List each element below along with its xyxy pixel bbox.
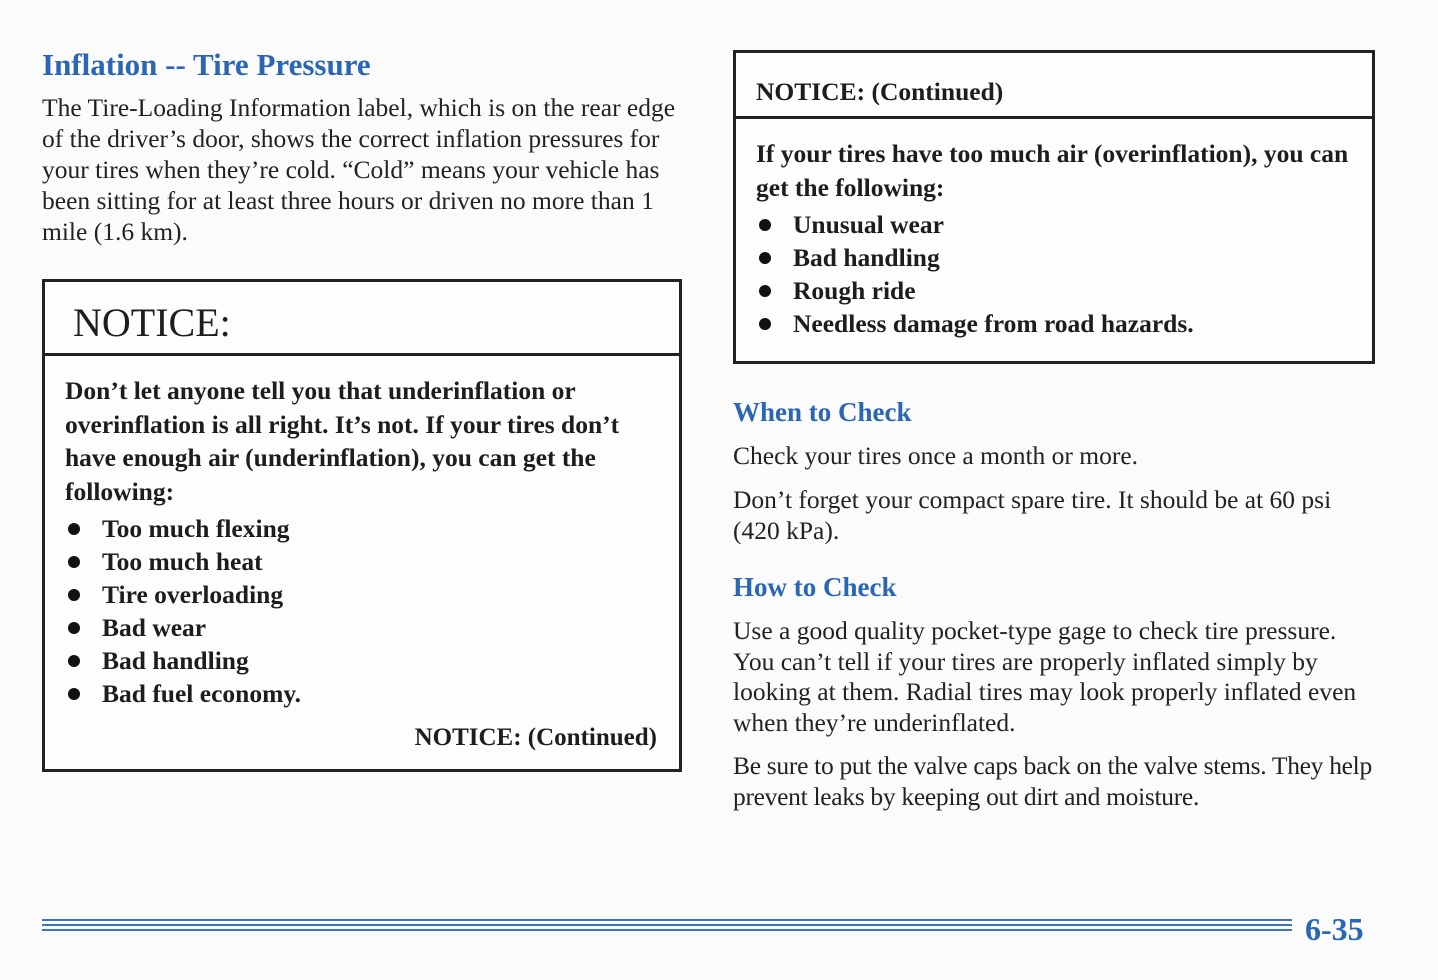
- list-item-label: Too much flexing: [102, 514, 290, 543]
- footer-rule: [42, 919, 1292, 935]
- bullet-icon: [68, 688, 80, 700]
- list-item-label: Rough ride: [793, 276, 916, 305]
- list-item: [65, 545, 657, 578]
- how-paragraph-1: Use a good quality pocket-type gage to check tire pressure. You can’t tell if your tires are properly inflated simply by looking at them. Radial tires may look properly inflated even when they’re underinflated.: [733, 616, 1357, 737]
- bullet-icon: [68, 523, 80, 535]
- notice-body: [736, 119, 1372, 340]
- list-item-label: Bad wear: [102, 613, 207, 642]
- section-heading-when-to-check: When to Check: [733, 397, 912, 427]
- bullet-icon: [759, 219, 771, 231]
- list-item-label: Bad handling: [793, 243, 940, 272]
- bullet-icon: [759, 285, 771, 297]
- bullet-icon: [68, 589, 80, 601]
- list-item-label: Too much heat: [102, 547, 263, 576]
- list-item: [756, 307, 1350, 340]
- intro-paragraph: The Tire-Loading Information label, which is on the rear edge of the driver’s door, shows the correct inflation pressures for your tires when they’re cold. “Cold” means your vehicle has been sitting for at least three hours or driven no more than 1 mile (1.6 km).: [42, 93, 676, 246]
- list-item: [65, 512, 657, 545]
- list-item: [65, 611, 657, 644]
- page-number: 6-35: [1305, 911, 1364, 947]
- list-item: [756, 274, 1350, 307]
- notice-title: NOTICE:: [45, 282, 679, 356]
- list-item-label: Bad fuel economy.: [102, 679, 302, 708]
- bullet-icon: [759, 252, 771, 264]
- bullet-icon: [68, 556, 80, 568]
- overinflation-list: [756, 208, 1350, 340]
- list-item-label: Bad handling: [102, 646, 249, 675]
- notice-continued-label: NOTICE: (Continued): [414, 724, 657, 751]
- list-item: [65, 644, 657, 677]
- list-item: [65, 677, 657, 710]
- section-heading-how-to-check: How to Check: [733, 572, 897, 602]
- notice-text: If your tires have too much air (overinflation), you can get the following:: [756, 139, 1349, 202]
- section-heading-inflation: Inflation -- Tire Pressure: [42, 47, 371, 82]
- left-column: [42, 44, 686, 247]
- underinflation-list: [65, 512, 657, 710]
- list-item: [65, 578, 657, 611]
- notice-box-underinflation: [42, 279, 682, 772]
- notice-continued-title: NOTICE: (Continued): [736, 53, 1372, 119]
- notice-body: [45, 356, 679, 710]
- bullet-icon: [68, 655, 80, 667]
- list-item: [756, 208, 1350, 241]
- notice-text: Don’t let anyone tell you that underinflation or overinflation is all right. It’s not. If your tires don’t have enough air (underinflation), you can get the following:: [65, 376, 620, 506]
- notice-box-overinflation: [733, 50, 1375, 364]
- how-paragraph-2: Be sure to put the valve caps back on the valve stems. They help prevent leaks by keeping out dirt and moisture.: [733, 751, 1372, 811]
- when-paragraph-2: Don’t forget your compact spare tire. It should be at 60 psi (420 kPa).: [733, 485, 1332, 545]
- list-item-label: Needless damage from road hazards.: [793, 309, 1194, 338]
- list-item-label: Unusual wear: [793, 210, 944, 239]
- bullet-icon: [759, 318, 771, 330]
- list-item: [756, 241, 1350, 274]
- when-paragraph-1: Check your tires once a month or more.: [733, 441, 1139, 470]
- bullet-icon: [68, 622, 80, 634]
- list-item-label: Tire overloading: [102, 580, 284, 609]
